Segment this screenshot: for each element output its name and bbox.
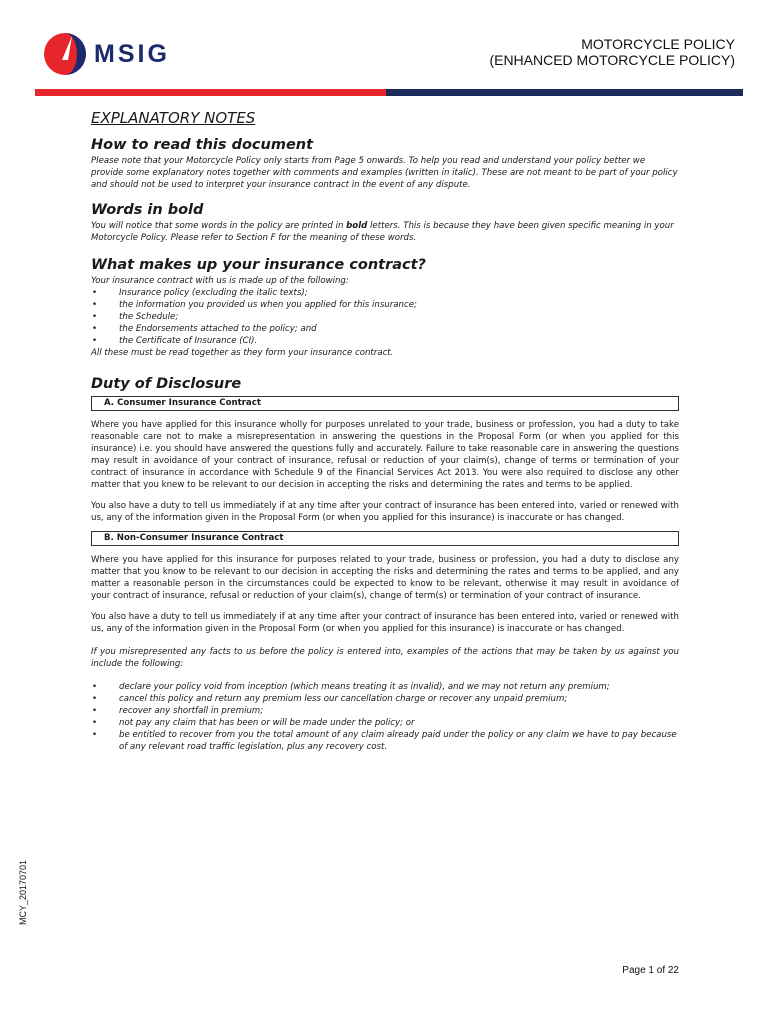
consumer-paragraph-1: Where you have applied for this insurance wholly for purposes unrelated to your trade, business or profession, you had a duty to take reasonable care not to make a misrepresentation in answering the questions in the Proposal Form (or when you applied for this insurance) i.e. you should have answered the questions fully and accurately. Failure to take reasonable care in answering the questions may result in avoidance of your contract of insurance, refusal or reduction of your claim(s), change of terms or termination of your contract of insurance in accordance with Schedule 9 of the Financial Services Act 2013. You were also required to disclose any other matter that you knew to be relevant to our decision in accepting the risks and determining the rates and terms to be applied. xyxy=(91,420,679,490)
consumer-paragraph-2: You also have a duty to tell us immediately if at any time after your contract of insurance has been entered into, varied or renewed with us, any of the information given in the Proposal Form (or when you applied for this insurance) is inaccurate or has changed. xyxy=(91,501,679,523)
non-consumer-paragraph-2: You also have a duty to tell us immediately if at any time after your contract of insurance has been entered into, varied or renewed with us, any of the information given in the Proposal Form (or when you applied for this insurance) is inaccurate or has changed. xyxy=(91,612,679,634)
words-in-bold-text-bold: bold xyxy=(346,221,368,231)
page-number: Page 1 of 22 xyxy=(622,965,679,976)
document-code: MCY_20170701 xyxy=(18,859,28,925)
list-item-text: not pay any claim that has been or will be made under the policy; or xyxy=(119,718,415,728)
list-item-text: the Schedule; xyxy=(119,312,179,322)
document-body xyxy=(91,108,679,753)
list-item: • the Certificate of Insurance (CI). xyxy=(92,336,258,346)
list-item-text: be entitled to recover from you the total amount of any claim already paid under the policy or any claim we have to pay because of any relevant road traffic legislation, plus any recovery cost. xyxy=(119,730,677,752)
document-title-line2: (ENHANCED MOTORCYCLE POLICY) xyxy=(489,52,735,68)
list-item: • not pay any claim that has been or will be made under the policy; or xyxy=(92,718,415,728)
msig-logo xyxy=(42,30,172,76)
misrepresentation-intro: If you misrepresented any facts to us before the policy is entered into, examples of the actions that may be taken by us against you include the following: xyxy=(91,647,679,669)
msig-logo-mark-icon xyxy=(42,30,88,76)
list-item-text: the information you provided us when you applied for this insurance; xyxy=(119,300,417,310)
list-item-text: the Certificate of Insurance (CI). xyxy=(119,336,258,346)
list-item: • the Endorsements attached to the policy; and xyxy=(92,324,317,334)
non-consumer-contract-box: B. Non-Consumer Insurance Contract xyxy=(91,531,679,546)
header-band-navy xyxy=(386,89,743,96)
list-item: • recover any shortfall in premium; xyxy=(92,706,264,716)
list-item: • the information you provided us when you applied for this insurance; xyxy=(92,300,417,310)
document-title-line1: MOTORCYCLE POLICY xyxy=(581,36,735,52)
explanatory-notes-heading: EXPLANATORY NOTES xyxy=(91,109,256,127)
document-title xyxy=(489,36,735,68)
list-item: • Insurance policy (excluding the italic texts); xyxy=(92,288,308,298)
list-item-text: Insurance policy (excluding the italic texts); xyxy=(119,288,308,298)
duty-of-disclosure-heading: Duty of Disclosure xyxy=(91,376,242,392)
words-in-bold-text-post: letters. This is because they have been given specific meaning in your Motorcycle Policy. Please refer to Section F for the meaning of these words. xyxy=(91,221,674,243)
consumer-contract-box: A. Consumer Insurance Contract xyxy=(91,396,679,411)
contract-intro: Your insurance contract with us is made up of the following: xyxy=(91,276,349,286)
words-in-bold-text xyxy=(91,220,679,244)
list-item-text: the Endorsements attached to the policy; and xyxy=(119,324,317,334)
contract-list xyxy=(91,287,679,347)
contract-outro: All these must be read together as they form your insurance contract. xyxy=(91,348,394,358)
misrepresentation-list xyxy=(91,681,679,753)
brand-name: MSIG xyxy=(94,40,170,68)
list-item: • cancel this policy and return any premium less our cancellation charge or recover any unpaid premium; xyxy=(92,694,568,704)
words-in-bold-heading: Words in bold xyxy=(91,202,204,218)
how-to-read-heading: How to read this document xyxy=(91,137,314,153)
list-item-text: declare your policy void from inception (which means treating it as invalid), and we may not return any premium; xyxy=(119,682,610,692)
header-band-red xyxy=(35,89,386,96)
list-item: • be entitled to recover from you the total amount of any claim already paid under the policy or any claim we have to pay because of any relevant road traffic legislation, plus any recovery cost. xyxy=(92,730,677,752)
list-item-text: recover any shortfall in premium; xyxy=(119,706,264,716)
how-to-read-text: Please note that your Motorcycle Policy only starts from Page 5 onwards. To help you read and understand your policy better we provide some explanatory notes together with comments and examples (written in italic). These are not meant to be part of your policy and should not be used to interpret your insurance contract in the event of any dispute. xyxy=(91,156,678,190)
list-item: • the Schedule; xyxy=(92,312,179,322)
non-consumer-paragraph-1: Where you have applied for this insurance for purposes related to your trade, business or profession, you had a duty to disclose any matter that you know to be relevant to our decision in accepting the risks and determining the rates and terms to be applied, and any matter a reasonable person in the circumstances could be expected to know to be relevant, otherwise it may result in avoidance of your contract of insurance, refusal or reduction of your claim(s), change of term(s) or termination of your contract of insurance. xyxy=(91,555,679,601)
list-item: • declare your policy void from inception (which means treating it as invalid), and we may not return any premium; xyxy=(92,682,610,692)
words-in-bold-text-pre: You will notice that some words in the policy are printed in xyxy=(91,221,347,231)
list-item-text: cancel this policy and return any premium less our cancellation charge or recover any unpaid premium; xyxy=(119,694,568,704)
contract-heading: What makes up your insurance contract? xyxy=(91,257,426,273)
